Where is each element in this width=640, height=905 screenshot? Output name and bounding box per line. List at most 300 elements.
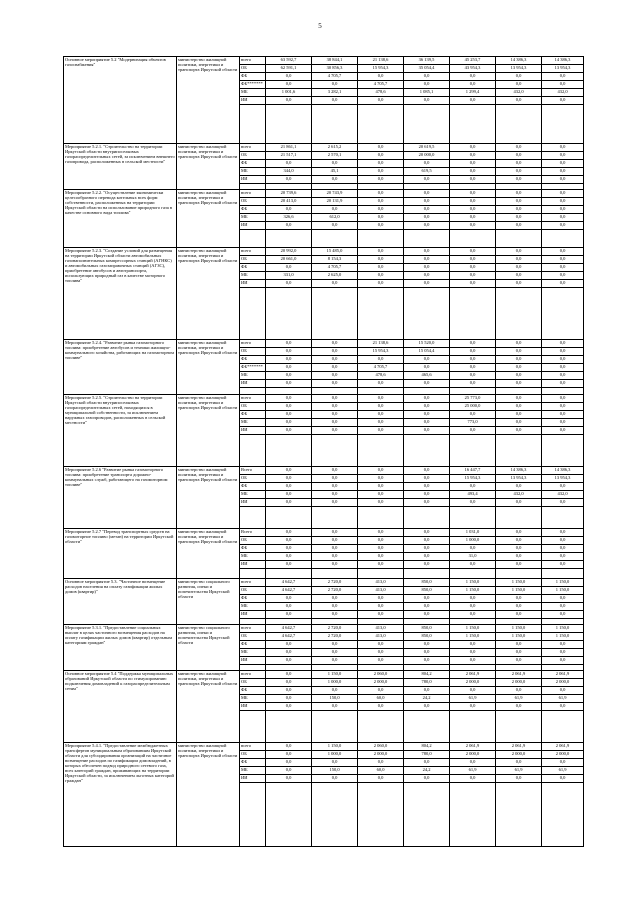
amount-cell: 0,0: [358, 176, 404, 184]
amount-cell: 1 150,0: [450, 625, 496, 633]
amount-cell: 0,0: [542, 759, 584, 767]
amount-cell: 1 031,0: [450, 529, 496, 537]
spacer-cell: [496, 507, 542, 529]
spacer-cell: [496, 288, 542, 340]
spacer-cell: [542, 711, 584, 743]
funding-source: ИИ: [240, 775, 266, 783]
amount-cell: 0,0: [358, 190, 404, 198]
amount-cell: 0,0: [358, 561, 404, 569]
amount-cell: 0,0: [450, 364, 496, 372]
amount-cell: 61,9: [542, 767, 584, 775]
amount-cell: 0,0: [404, 272, 450, 280]
spacer-cell: [450, 507, 496, 529]
funding-source: ИИ: [240, 380, 266, 388]
amount-cell: 0,0: [542, 775, 584, 783]
amount-cell: 0,0: [450, 152, 496, 160]
amount-cell: 0,0: [542, 595, 584, 603]
amount-cell: 1 000,0: [312, 751, 358, 759]
amount-cell: 24,2: [404, 695, 450, 703]
table-row: [64, 671, 584, 679]
funding-source: ОБ: [240, 751, 266, 759]
amount-cell: 0,0: [404, 206, 450, 214]
amount-cell: 0,0: [542, 168, 584, 176]
spacer-cell: [542, 105, 584, 144]
amount-cell: 0,0: [312, 356, 358, 364]
spacer-cell: [312, 388, 358, 395]
funding-source: Всего: [240, 467, 266, 475]
amount-cell: 43 954,3: [450, 65, 496, 73]
amount-cell: 0,0: [266, 545, 312, 553]
amount-cell: 0,0: [496, 483, 542, 491]
amount-cell: 0,0: [450, 427, 496, 435]
spacer-cell: [404, 783, 450, 847]
amount-cell: 0,0: [312, 467, 358, 475]
amount-cell: 0,0: [358, 160, 404, 168]
amount-cell: 0,0: [496, 611, 542, 619]
amount-cell: 0,0: [312, 380, 358, 388]
amount-cell: 0,0: [496, 419, 542, 427]
amount-cell: 0,0: [358, 356, 404, 364]
funding-source: ИИ: [240, 427, 266, 435]
amount-cell: 0,0: [542, 419, 584, 427]
amount-cell: 0,0: [266, 657, 312, 665]
amount-cell: 0,0: [542, 603, 584, 611]
funding-source: всего: [240, 190, 266, 198]
amount-cell: 0,0: [450, 703, 496, 711]
amount-cell: 0,0: [266, 280, 312, 288]
amount-cell: 35 054,4: [404, 65, 450, 73]
funding-source: ФБ: [240, 264, 266, 272]
funding-source: ФБ*******: [240, 81, 266, 89]
amount-cell: 0,0: [542, 214, 584, 222]
amount-cell: 0,0: [404, 264, 450, 272]
funding-source: МБ: [240, 372, 266, 380]
activity-name: Мероприятие 5.2.7 "Перевод транспортных средств на газомоторное топливо (метан) на территории Иркутской области": [64, 529, 177, 579]
amount-cell: 0,0: [542, 206, 584, 214]
spacer-cell: [312, 230, 358, 248]
amount-cell: 0,0: [542, 152, 584, 160]
amount-cell: 0,0: [542, 657, 584, 665]
amount-cell: 0,0: [450, 411, 496, 419]
spacer-cell: [496, 711, 542, 743]
amount-cell: 63 592,7: [266, 57, 312, 65]
amount-cell: 0,0: [450, 775, 496, 783]
amount-cell: 0,0: [266, 671, 312, 679]
amount-cell: 4 705,7: [312, 73, 358, 81]
spacer-cell: [312, 435, 358, 467]
funding-source: ОБ: [240, 633, 266, 641]
spacer-cell: [358, 569, 404, 579]
amount-cell: 0,0: [266, 340, 312, 348]
amount-cell: 1 001,6: [266, 89, 312, 97]
amount-cell: 45,1: [312, 168, 358, 176]
executor: министерство жилищной политики, энергетики и транспорта Иркутской области: [177, 467, 240, 529]
funding-source: ИИ: [240, 703, 266, 711]
amount-cell: 0,0: [542, 529, 584, 537]
amount-cell: 0,0: [266, 561, 312, 569]
funding-source: ОБ: [240, 587, 266, 595]
spacer-cell: [450, 105, 496, 144]
amount-cell: 0,0: [358, 222, 404, 230]
spacer-cell: [496, 435, 542, 467]
amount-cell: 0,0: [312, 395, 358, 403]
amount-cell: 1 150,0: [312, 671, 358, 679]
amount-cell: 0,0: [358, 198, 404, 206]
amount-cell: 0,0: [450, 356, 496, 364]
spacer-cell: [240, 230, 266, 248]
amount-cell: 0,0: [450, 198, 496, 206]
amount-cell: 0,0: [266, 553, 312, 561]
amount-cell: 0,0: [404, 759, 450, 767]
amount-cell: 2 060,0: [358, 671, 404, 679]
amount-cell: 0,0: [496, 403, 542, 411]
spacer-cell: [496, 388, 542, 395]
amount-cell: 0,0: [542, 280, 584, 288]
amount-cell: 0,0: [496, 703, 542, 711]
amount-cell: 0,0: [358, 411, 404, 419]
amount-cell: 14 386,3: [542, 467, 584, 475]
spacer-cell: [240, 711, 266, 743]
amount-cell: 0,0: [266, 427, 312, 435]
amount-cell: 0,0: [496, 248, 542, 256]
executor: министерство жилищной политики, энергетики и транспорта Иркутской области: [177, 57, 240, 144]
amount-cell: 0,0: [450, 340, 496, 348]
amount-cell: 0,0: [542, 190, 584, 198]
spacer-cell: [240, 507, 266, 529]
amount-cell: 0,0: [542, 395, 584, 403]
activity-name: Мероприятие 5.2.4. "Развитие рынка газомоторного топлива: приобретение автобусов и техники жилищно-коммунального хозяйства, работающих на газомоторном топливе": [64, 340, 177, 395]
activity-name: Мероприятие 5.3.1. "Предоставление социальных выплат в целях частичного возмещения расходов на оплату газификации жилых домов (квартир) отдельным категориям граждан": [64, 625, 177, 671]
funding-source: ИИ: [240, 499, 266, 507]
amount-cell: 0,0: [542, 641, 584, 649]
spacer-cell: [240, 388, 266, 395]
amount-cell: 0,0: [266, 222, 312, 230]
amount-cell: 60,0: [358, 767, 404, 775]
funding-source: всего: [240, 743, 266, 751]
amount-cell: 0,0: [358, 553, 404, 561]
spacer-cell: [404, 288, 450, 340]
executor: министерство жилищной политики, энергетики и транспорта Иркутской области: [177, 340, 240, 395]
amount-cell: 0,0: [404, 545, 450, 553]
amount-cell: 0,0: [358, 611, 404, 619]
amount-cell: 0,0: [404, 657, 450, 665]
spacer-cell: [240, 783, 266, 847]
spacer-cell: [450, 388, 496, 395]
executor: министерство жилищной политики, энергетики и транспорта Иркутской области: [177, 529, 240, 579]
amount-cell: 0,0: [404, 81, 450, 89]
activity-name: Мероприятие 5.4.1. "Предоставление межбюджетных трансфертов муниципальным образованиям Иркутской области для субсидирования организаций на частичное возмещение расходов по газификации домовладений, в которых обеспечен подвод природного сетевого газа, всех категорий граждан, проживающих на территории Иркутской области, за исключением льготных категорий граждан": [64, 743, 177, 847]
funding-source: ФБ: [240, 356, 266, 364]
amount-cell: 0,0: [450, 687, 496, 695]
amount-cell: 0,0: [496, 553, 542, 561]
amount-cell: 0,0: [404, 561, 450, 569]
amount-cell: 0,0: [496, 356, 542, 364]
amount-cell: 0,0: [450, 380, 496, 388]
spacer-cell: [266, 783, 312, 847]
amount-cell: 13 954,3: [542, 65, 584, 73]
spacer-cell: [358, 711, 404, 743]
amount-cell: 0,0: [542, 222, 584, 230]
amount-cell: 0,0: [496, 340, 542, 348]
amount-cell: 0,0: [450, 176, 496, 184]
amount-cell: 344,0: [266, 168, 312, 176]
amount-cell: 13 954,3: [542, 475, 584, 483]
amount-cell: 0,0: [266, 160, 312, 168]
amount-cell: 0,0: [450, 81, 496, 89]
amount-cell: 0,0: [266, 703, 312, 711]
amount-cell: 2 061,9: [496, 743, 542, 751]
amount-cell: 0,0: [450, 561, 496, 569]
spacer-cell: [404, 711, 450, 743]
funding-source: ФБ: [240, 160, 266, 168]
amount-cell: 4 705,7: [358, 81, 404, 89]
amount-cell: 0,0: [266, 403, 312, 411]
amount-cell: 2 615,2: [312, 144, 358, 152]
amount-cell: 61,9: [450, 695, 496, 703]
amount-cell: 15 954,3: [358, 348, 404, 356]
amount-cell: 0,0: [266, 603, 312, 611]
amount-cell: 2 000,0: [358, 751, 404, 759]
amount-cell: 0,0: [312, 419, 358, 427]
amount-cell: 0,0: [266, 206, 312, 214]
amount-cell: 0,0: [358, 483, 404, 491]
spacer-cell: [358, 105, 404, 144]
activity-name: Мероприятие 5.2.5. "Строительство на территории Иркутской области внутрипоселковых газораспределительных сетей, находящихся в муниципальной собственности, за исключением наружных газопроводов, расположенных в сельской местности": [64, 395, 177, 467]
amount-cell: 0,0: [542, 703, 584, 711]
amount-cell: 0,0: [542, 687, 584, 695]
amount-cell: 0,0: [542, 160, 584, 168]
amount-cell: 0,0: [542, 97, 584, 105]
amount-cell: 0,0: [450, 248, 496, 256]
amount-cell: 0,0: [404, 595, 450, 603]
amount-cell: 21 861,1: [266, 144, 312, 152]
amount-cell: 0,0: [312, 687, 358, 695]
amount-cell: 0,0: [404, 222, 450, 230]
activity-name: Мероприятие 5.2.3. "Создание условий для размещения на территории Иркутской области автомобильных газонаполнительных компрессорных станций (АГНКС) и автомобильных газозаправочных станций (АГЗС), приобретение автобусов и автотранспорта, использующих природный газ в качестве моторного топлива": [64, 248, 177, 340]
amount-cell: 0,0: [542, 553, 584, 561]
amount-cell: 0,0: [266, 595, 312, 603]
amount-cell: 0,0: [358, 256, 404, 264]
spacer-cell: [266, 711, 312, 743]
amount-cell: 0,0: [542, 340, 584, 348]
amount-cell: 0,0: [266, 364, 312, 372]
amount-cell: 0,0: [266, 176, 312, 184]
amount-cell: 0,0: [312, 595, 358, 603]
amount-cell: 0,0: [542, 611, 584, 619]
amount-cell: 0,0: [450, 214, 496, 222]
amount-cell: 0,0: [542, 427, 584, 435]
amount-cell: 0,0: [404, 775, 450, 783]
spacer-cell: [496, 569, 542, 579]
amount-cell: 0,0: [312, 759, 358, 767]
table-row: [64, 144, 584, 152]
amount-cell: 0,0: [404, 649, 450, 657]
amount-cell: 4 705,7: [312, 264, 358, 272]
amount-cell: 0,0: [358, 272, 404, 280]
funding-source: ФБ: [240, 206, 266, 214]
amount-cell: 0,0: [496, 190, 542, 198]
amount-cell: 0,0: [266, 611, 312, 619]
amount-cell: 0,0: [450, 168, 496, 176]
amount-cell: 21 138,6: [358, 57, 404, 65]
amount-cell: 15 520,0: [404, 340, 450, 348]
amount-cell: 2 061,9: [496, 671, 542, 679]
funding-source: ФБ: [240, 483, 266, 491]
funding-source: МБ: [240, 695, 266, 703]
funding-source: ОБ: [240, 65, 266, 73]
amount-cell: 4 705,7: [358, 364, 404, 372]
amount-cell: 0,0: [266, 759, 312, 767]
table-body: [64, 57, 584, 847]
amount-cell: 0,0: [358, 491, 404, 499]
amount-cell: 0,0: [404, 73, 450, 81]
amount-cell: 0,0: [312, 641, 358, 649]
amount-cell: 14 386,3: [496, 57, 542, 65]
amount-cell: 0,0: [266, 641, 312, 649]
activity-name: Мероприятие 5.2.6 "Развитие рынка газомоторного топлива: приобретение транспорта дорожно-коммунальных служб, работающего на газомоторном топливе": [64, 467, 177, 529]
amount-cell: 14 386,3: [496, 467, 542, 475]
amount-cell: 4 642,7: [266, 579, 312, 587]
amount-cell: 0,0: [358, 649, 404, 657]
amount-cell: 850,0: [404, 587, 450, 595]
amount-cell: 13 954,3: [496, 475, 542, 483]
amount-cell: 0,0: [450, 595, 496, 603]
funding-source: ФБ: [240, 595, 266, 603]
amount-cell: 0,0: [404, 537, 450, 545]
amount-cell: 0,0: [266, 649, 312, 657]
amount-cell: 612,0: [312, 214, 358, 222]
amount-cell: 0,0: [542, 364, 584, 372]
amount-cell: 0,0: [266, 411, 312, 419]
amount-cell: 0,0: [450, 483, 496, 491]
amount-cell: 0,0: [496, 214, 542, 222]
amount-cell: 0,0: [358, 248, 404, 256]
spacer-cell: [266, 569, 312, 579]
amount-cell: 0,0: [404, 403, 450, 411]
amount-cell: 2 720,0: [312, 587, 358, 595]
amount-cell: 0,0: [312, 206, 358, 214]
amount-cell: 0,0: [358, 687, 404, 695]
amount-cell: 0,0: [542, 403, 584, 411]
amount-cell: 0,0: [450, 657, 496, 665]
amount-cell: 2 061,9: [542, 671, 584, 679]
amount-cell: 0,0: [266, 419, 312, 427]
amount-cell: 0,0: [358, 595, 404, 603]
amount-cell: 1 085,1: [404, 89, 450, 97]
funding-source: ОБ: [240, 198, 266, 206]
amount-cell: 1 150,0: [542, 587, 584, 595]
amount-cell: 1 150,0: [450, 587, 496, 595]
spacer-cell: [404, 230, 450, 248]
amount-cell: 0,0: [450, 603, 496, 611]
amount-cell: 0,0: [496, 206, 542, 214]
amount-cell: 2 061,9: [450, 671, 496, 679]
table-row: [64, 625, 584, 633]
amount-cell: 0,0: [266, 356, 312, 364]
amount-cell: 0,0: [496, 595, 542, 603]
spacer-cell: [312, 105, 358, 144]
funding-source: ОБ: [240, 348, 266, 356]
funding-source: ИИ: [240, 280, 266, 288]
amount-cell: 493,4: [450, 491, 496, 499]
amount-cell: 0,0: [404, 380, 450, 388]
amount-cell: 0,0: [496, 603, 542, 611]
amount-cell: 0,0: [312, 160, 358, 168]
amount-cell: 0,0: [358, 529, 404, 537]
amount-cell: 0,0: [404, 97, 450, 105]
funding-source: МБ: [240, 419, 266, 427]
amount-cell: 0,0: [266, 537, 312, 545]
amount-cell: 45 253,7: [450, 57, 496, 65]
amount-cell: 0,0: [450, 759, 496, 767]
amount-cell: 20 413,0: [266, 198, 312, 206]
amount-cell: 0,0: [542, 649, 584, 657]
amount-cell: 0,0: [542, 545, 584, 553]
executor: министерство жилищной политики, энергетики и транспорта Иркутской области: [177, 144, 240, 190]
amount-cell: 0,0: [404, 248, 450, 256]
amount-cell: 0,0: [266, 499, 312, 507]
amount-cell: 0,0: [312, 657, 358, 665]
amount-cell: 25 000,0: [450, 403, 496, 411]
amount-cell: 1 150,0: [450, 633, 496, 641]
amount-cell: 0,0: [496, 144, 542, 152]
amount-cell: 0,0: [358, 641, 404, 649]
amount-cell: 0,0: [542, 73, 584, 81]
amount-cell: 2 000,0: [358, 679, 404, 687]
amount-cell: 13 954,3: [496, 65, 542, 73]
funding-source: ФБ: [240, 641, 266, 649]
amount-cell: 0,0: [542, 356, 584, 364]
amount-cell: 0,0: [496, 395, 542, 403]
table-row: [64, 395, 584, 403]
amount-cell: 0,0: [312, 553, 358, 561]
amount-cell: 14 386,3: [542, 57, 584, 65]
executor: министерство жилищной политики, энергетики и транспорта Иркутской области: [177, 671, 240, 743]
amount-cell: 0,0: [496, 272, 542, 280]
amount-cell: 0,0: [542, 561, 584, 569]
spacer-cell: [240, 435, 266, 467]
amount-cell: 0,0: [358, 703, 404, 711]
amount-cell: 1 150,0: [496, 579, 542, 587]
amount-cell: 804,2: [404, 671, 450, 679]
amount-cell: 850,0: [404, 633, 450, 641]
executor: министерство жилищной политики, энергетики и транспорта Иркутской области: [177, 395, 240, 467]
page-number: 5: [318, 22, 322, 30]
spacer-cell: [404, 507, 450, 529]
funding-source: МБ: [240, 272, 266, 280]
amount-cell: 413,0: [358, 579, 404, 587]
funding-source: ИИ: [240, 611, 266, 619]
amount-cell: 2 625,0: [312, 272, 358, 280]
funding-source: ИИ: [240, 657, 266, 665]
amount-cell: 2 061,9: [542, 743, 584, 751]
amount-cell: 15 954,3: [450, 475, 496, 483]
executor: министерство жилищной политики, энергетики и транспорта Иркутской области: [177, 190, 240, 248]
amount-cell: 0,0: [312, 222, 358, 230]
amount-cell: 30 856,3: [312, 65, 358, 73]
amount-cell: 1 150,0: [450, 579, 496, 587]
executor: министерство социального развития, опеки и попечительства Иркутской области: [177, 625, 240, 671]
amount-cell: 2 061,9: [450, 743, 496, 751]
amount-cell: 619,5: [404, 168, 450, 176]
amount-cell: 0,0: [404, 427, 450, 435]
amount-cell: 0,0: [496, 657, 542, 665]
amount-cell: 0,0: [404, 280, 450, 288]
amount-cell: 0,0: [496, 280, 542, 288]
funding-source: МБ: [240, 649, 266, 657]
amount-cell: 0,0: [312, 475, 358, 483]
amount-cell: 1 150,0: [542, 579, 584, 587]
